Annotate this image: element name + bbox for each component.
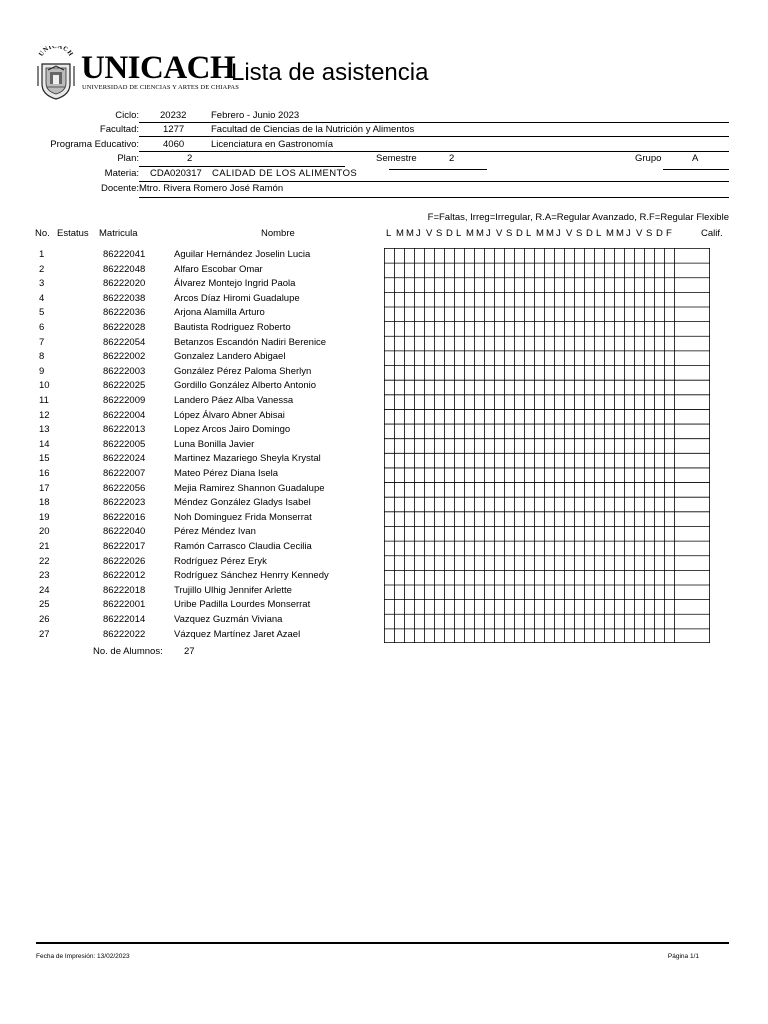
materia-name: CALIDAD DE LOS ALIMENTOS xyxy=(212,168,358,179)
student-number: 19 xyxy=(39,511,50,523)
student-matricula: 86222014 xyxy=(103,614,146,625)
student-name: Rodríguez Pérez Eryk xyxy=(174,555,267,567)
student-number: 9 xyxy=(39,365,45,377)
student-matricula: 86222056 xyxy=(103,482,146,494)
table-row xyxy=(0,248,380,263)
day-header: V xyxy=(636,228,643,239)
semestre-label: Semestre xyxy=(376,153,417,164)
student-matricula: 86222041 xyxy=(103,249,146,260)
day-header: M xyxy=(546,228,554,239)
student-name: Lopez Arcos Jairo Domingo xyxy=(174,424,291,436)
day-header: M xyxy=(476,228,484,239)
student-number: 18 xyxy=(39,497,50,509)
student-name: Rodríguez Sánchez Henrry Kennedy xyxy=(174,570,329,582)
ciclo-label: Ciclo: xyxy=(115,110,139,121)
programa-code: 4060 xyxy=(163,139,185,150)
ciclo-name: Febrero - Junio 2023 xyxy=(211,110,300,121)
student-matricula: 86222012 xyxy=(103,570,146,582)
student-matricula: 86222001 xyxy=(103,599,146,611)
programa-name: Licenciatura en Gastronomía xyxy=(211,139,333,150)
grupo-value: A xyxy=(692,153,699,164)
student-number: 25 xyxy=(39,599,50,611)
day-header: D xyxy=(656,228,663,239)
day-header: D xyxy=(586,228,593,239)
day-header: D xyxy=(516,228,523,239)
table-row xyxy=(0,379,380,394)
student-name: Arcos Díaz Hiromi Guadalupe xyxy=(174,292,300,304)
student-matricula: 86222040 xyxy=(103,526,146,538)
student-name: Uribe Padilla Lourdes Monserrat xyxy=(174,599,311,611)
student-matricula: 86222025 xyxy=(103,380,146,392)
day-header: V xyxy=(566,228,573,239)
divider xyxy=(139,166,345,167)
day-header: L xyxy=(596,228,602,239)
table-row xyxy=(0,540,380,555)
svg-text:UNICACH xyxy=(38,46,75,58)
programa-label: Programa Educativo: xyxy=(50,139,139,150)
student-matricula: 86222048 xyxy=(103,263,146,275)
facultad-label: Facultad: xyxy=(99,124,139,135)
student-number: 10 xyxy=(39,380,50,392)
table-row xyxy=(0,306,380,321)
day-header: S xyxy=(436,228,443,239)
day-header: L xyxy=(386,228,392,239)
plan-value: 2 xyxy=(187,153,193,164)
table-row xyxy=(0,496,380,511)
print-date: Fecha de Impresión: 13/02/2023 xyxy=(36,953,130,960)
table-row xyxy=(0,467,380,482)
student-number: 3 xyxy=(39,278,45,290)
table-row xyxy=(0,584,380,599)
day-header: J xyxy=(416,228,421,239)
table-row xyxy=(0,394,380,409)
day-header: V xyxy=(426,228,433,239)
student-matricula: 86222004 xyxy=(103,409,146,421)
total-value: 27 xyxy=(184,646,195,657)
student-number: 20 xyxy=(39,526,50,538)
student-number: 17 xyxy=(39,482,50,494)
day-header: S xyxy=(506,228,513,239)
day-header: M xyxy=(606,228,614,239)
materia-code: CDA020317 xyxy=(150,168,202,179)
table-row xyxy=(0,409,380,424)
col-no: No. xyxy=(35,228,50,239)
university-seal-icon xyxy=(35,46,77,100)
table-row xyxy=(0,350,380,365)
footer-divider xyxy=(36,942,729,944)
day-header: M xyxy=(406,228,414,239)
student-number: 23 xyxy=(39,570,50,582)
table-row xyxy=(0,555,380,570)
table-row xyxy=(0,336,380,351)
col-estatus: Estatus xyxy=(57,228,89,239)
student-name: Alfaro Escobar Omar xyxy=(174,263,263,275)
table-row xyxy=(0,482,380,497)
student-name: Mateo Pérez Diana Isela xyxy=(174,468,279,479)
day-header: D xyxy=(446,228,453,239)
student-number: 12 xyxy=(39,409,50,421)
student-matricula: 86222013 xyxy=(103,424,146,436)
table-row xyxy=(0,628,380,643)
student-number: 22 xyxy=(39,555,50,567)
student-number: 15 xyxy=(39,453,50,465)
student-matricula: 86222007 xyxy=(103,468,146,479)
student-number: 5 xyxy=(39,307,45,319)
day-header: S xyxy=(576,228,583,239)
brand-name: UNICACH xyxy=(81,50,236,86)
student-number: 21 xyxy=(39,541,50,552)
table-row xyxy=(0,423,380,438)
day-header: M xyxy=(466,228,474,239)
grupo-label: Grupo xyxy=(635,153,662,164)
student-number: 13 xyxy=(39,424,50,436)
ciclo-code: 20232 xyxy=(160,110,187,121)
table-row xyxy=(0,598,380,613)
student-number: 16 xyxy=(39,468,50,479)
materia-label: Materia: xyxy=(104,168,139,179)
table-row xyxy=(0,438,380,453)
divider xyxy=(139,197,729,198)
divider xyxy=(139,122,729,123)
divider xyxy=(139,181,729,182)
student-name: Vazquez Guzmán Viviana xyxy=(174,614,283,625)
attendance-grid[interactable] xyxy=(384,248,730,643)
student-matricula: 86222018 xyxy=(103,584,146,596)
student-name: Martinez Mazariego Sheyla Krystal xyxy=(174,453,321,465)
student-matricula: 86222005 xyxy=(103,438,146,450)
student-number: 11 xyxy=(39,395,49,406)
student-number: 26 xyxy=(39,614,50,625)
student-name: Bautista Rodriguez Roberto xyxy=(174,322,291,333)
student-name: Trujillo Ulhig Jennifer Arlette xyxy=(174,584,292,596)
day-header: M xyxy=(616,228,624,239)
legend: F=Faltas, Irreg=Irregular, R.A=Regular Avanzado, R.F=Regular Flexible xyxy=(427,212,729,223)
day-header: M xyxy=(536,228,544,239)
student-matricula: 86222028 xyxy=(103,322,146,333)
student-matricula: 86222002 xyxy=(103,351,146,363)
docente-label: Docente: xyxy=(100,183,139,194)
col-calif: Calif. xyxy=(701,228,723,239)
student-name: Luna Bonilla Javier xyxy=(174,438,255,450)
day-header: L xyxy=(526,228,532,239)
student-name: López Álvaro Abner Abisai xyxy=(174,409,285,421)
student-matricula: 86222020 xyxy=(103,278,146,290)
table-row xyxy=(0,292,380,307)
student-matricula: 86222016 xyxy=(103,511,146,523)
day-header: S xyxy=(646,228,653,239)
brand-subtitle: UNIVERSIDAD DE CIENCIAS Y ARTES DE CHIAPAS xyxy=(82,84,239,91)
student-number: 7 xyxy=(39,336,45,348)
plan-label: Plan: xyxy=(117,153,139,164)
day-header: M xyxy=(396,228,404,239)
page-title: Lista de asistencia xyxy=(231,59,429,86)
student-number: 27 xyxy=(39,628,50,640)
student-name: Noh Dominguez Frida Monserrat xyxy=(174,511,312,523)
table-row xyxy=(0,613,380,628)
table-row xyxy=(0,321,380,336)
table-row xyxy=(0,511,380,526)
table-row xyxy=(0,569,380,584)
divider xyxy=(389,169,487,170)
divider xyxy=(139,151,729,152)
student-matricula: 86222017 xyxy=(103,541,146,552)
student-number: 8 xyxy=(39,351,45,363)
table-row xyxy=(0,365,380,380)
facultad-name: Facultad de Ciencias de la Nutrición y Alimentos xyxy=(211,124,415,135)
student-number: 14 xyxy=(39,438,50,450)
student-name: Gonzalez Landero Abigael xyxy=(174,351,286,363)
student-number: 4 xyxy=(39,292,45,304)
docente-name: Mtro. Rivera Romero José Ramón xyxy=(139,183,284,194)
student-matricula: 86222003 xyxy=(103,365,146,377)
day-header: J xyxy=(626,228,631,239)
col-nombre: Nombre xyxy=(261,228,295,239)
student-number: 2 xyxy=(39,263,45,275)
table-row xyxy=(0,452,380,467)
day-header: J xyxy=(556,228,561,239)
col-matricula: Matricula xyxy=(99,228,138,239)
facultad-code: 1277 xyxy=(163,124,185,135)
table-row xyxy=(0,263,380,278)
student-matricula: 86222026 xyxy=(103,555,146,567)
day-header: L xyxy=(456,228,462,239)
seal-text: UNICACH xyxy=(37,46,75,58)
student-name: Vázquez Martínez Jaret Azael xyxy=(174,628,301,640)
student-matricula: 86222036 xyxy=(103,307,146,319)
student-number: 1 xyxy=(39,249,45,260)
student-number: 24 xyxy=(39,584,50,596)
divider xyxy=(139,136,729,137)
student-number: 6 xyxy=(39,322,45,333)
day-header: F xyxy=(666,228,672,239)
student-matricula: 86222022 xyxy=(103,628,146,640)
student-matricula: 86222054 xyxy=(103,336,146,348)
student-matricula: 86222023 xyxy=(103,497,146,509)
student-name: Mejia Ramirez Shannon Guadalupe xyxy=(174,482,325,494)
student-matricula: 86222009 xyxy=(103,395,146,406)
student-name: Landero Páez Alba Vanessa xyxy=(174,395,294,406)
student-name: Aguilar Hernández Joselin Lucia xyxy=(174,249,311,260)
student-name: Pérez Méndez Ivan xyxy=(174,526,256,538)
table-row xyxy=(0,277,380,292)
student-name: Álvarez Montejo Ingrid Paola xyxy=(174,278,296,290)
divider xyxy=(663,169,729,170)
page-number: Página 1/1 xyxy=(667,953,699,960)
day-header: V xyxy=(496,228,503,239)
student-name: Gordillo González Alberto Antonio xyxy=(174,380,317,392)
semestre-value: 2 xyxy=(449,153,455,164)
student-matricula: 86222024 xyxy=(103,453,146,465)
student-name: Méndez González Gladys Isabel xyxy=(174,497,311,509)
student-name: Ramón Carrasco Claudia Cecilia xyxy=(174,541,312,552)
student-name: González Pérez Paloma Sherlyn xyxy=(174,365,312,377)
student-matricula: 86222038 xyxy=(103,292,146,304)
student-name: Arjona Alamilla Arturo xyxy=(174,307,265,319)
student-name: Betanzos Escandón Nadiri Berenice xyxy=(174,336,327,348)
table-row xyxy=(0,525,380,540)
day-header: J xyxy=(486,228,491,239)
total-label: No. de Alumnos: xyxy=(93,646,163,657)
